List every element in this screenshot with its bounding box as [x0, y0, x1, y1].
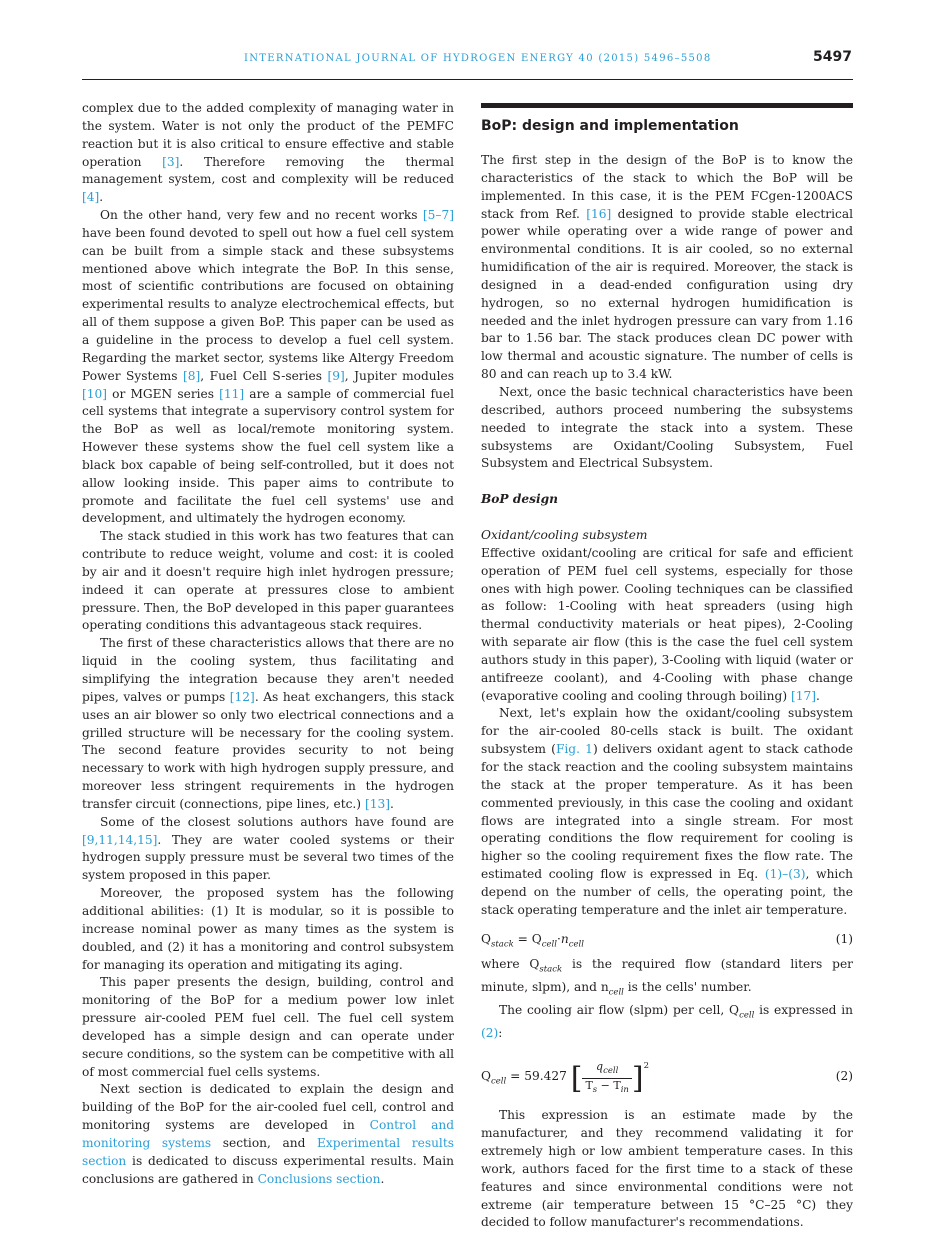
- journal-citation: INTERNATIONAL JOURNAL OF HYDROGEN ENERGY 40 (2015) 5496–5508: [244, 53, 712, 64]
- equation-number: (2): [835, 1069, 853, 1084]
- citation-link[interactable]: [10]: [82, 386, 108, 401]
- paragraph: The stack studied in this work has two features that can contribute to reduce weight, volume and cost: it is cooled by air and it doesn't require high inlet hydrogen pressure; indeed it can operate at pressures close to ambient pressure. Then, the BoP developed in this paper guarantees operating conditions this advantageous stack requires.: [82, 529, 454, 633]
- page-number: 5497: [813, 49, 852, 65]
- figure-link[interactable]: Fig. 1: [555, 742, 593, 757]
- citation-link[interactable]: [9,11,14,15]: [82, 832, 158, 847]
- citation-link[interactable]: [5–7]: [422, 208, 454, 223]
- fraction: $\frac{q_{cell}}{T_s - T_{in}}$: [582, 1060, 631, 1097]
- paragraph: The cooling air flow (slpm) per cell, $Q_{cell}$ is expressed in (2):: [481, 1003, 853, 1041]
- paragraph: Next section is dedicated to explain the design and building of the BoP for the air-cooled fuel cell, control and monitoring systems are developed in Control and monitoring systems section, and Experimental results section is dedicated to discuss experimental results. Main conclusions are gathered in Conclusions section.: [82, 1082, 454, 1186]
- citation-link[interactable]: [12]: [229, 689, 255, 704]
- paragraph: Next, once the basic technical characteristics have been described, authors proceed numbering the subsystems needed to integrate the stack into a system. These subsystems are Oxidant/Cooling Subsystem, Fuel Subsystem and Electrical Subsystem.: [481, 384, 853, 471]
- paragraph: This paper presents the design, building, control and monitoring of the BoP for a medium power low inlet pressure air-cooled PEM fuel cell. The fuel cell system developed has a simple design and can operate under secure conditions, so the system can be competitive with all of most commercial fuel cells systems.: [82, 975, 454, 1079]
- paragraph: The first step in the design of the BoP is to know the characteristics of the stack to which the BoP will be implemented. In this case, it is the PEM FCgen-1200ACS stack from Ref. [16] designed to provide stable electrical power while operating over a wide range of power and environmental conditions. It is air cooled, so no external humidification of the air is required. Moreover, the stack is designed in a dead-ended configuration using dry hydrogen, so no external hydrogen humidification is needed and the inlet hydrogen pressure can vary from 1.16 bar to 1.56 bar. The stack produces clean DC power with low thermal and acoustic signature. The number of cells is 80 and can reach up to 3.4 kW.: [481, 153, 853, 382]
- paragraph: On the other hand, very few and no recent works [5–7] have been found devoted to spell out how a fuel cell system can be built from a simple stack and these subsystems mentioned above which integrate the BoP. In this sense, most of scientific contributions are focused on obtaining experimental results to analyze electrochemical effects, but all of them suppose a given BoP. This paper can be used as a guideline in the process to develop a fuel cell system. Regarding the market sector, systems like Altergy Freedom Power Systems [8], Fuel Cell S-series [9], Jupiter modules [10] or MGEN series [11] are a sample of commercial fuel cell systems that integrate a supervisory control system for the BoP as well as local/remote monitoring system. However these systems show the fuel cell system like a black box capable of being self-controlled, but it does not allow looking inside. This paper aims to contribute to promote and facilitate the fuel cell systems' use and development, and ultimately the hydrogen economy.: [82, 208, 455, 526]
- equation-2: $Q_{cell} = 59.427$ [ $\frac{q_{cell}}{T_s - T_{in}}$ ]$^2$ (2): [481, 1060, 853, 1096]
- citation-link[interactable]: [9]: [327, 368, 345, 383]
- paragraph: The first of these characteristics allows that there are no liquid in the cooling system, thus facilitating and simplifying the integration because they aren't needed pipes, valves or pumps [12]. As heat exchangers, this stack uses an air blower so only two electrical connections and a grilled structure will be necessary for the cooling system. The second feature provides security to not being necessary to work with high hydrogen supply pressure, and moreover less stringent requirements in the hydrogen transfer circuit (connections, pipe lines, etc.) [13].: [82, 636, 454, 811]
- equation-number: (1): [835, 931, 853, 946]
- paragraph: This expression is an estimate made by the manufacturer, and they recommend validating it for extremely high or low ambient temperature cases. In this work, authors faced for the first time to a stack of these features and since environmental conditions were not extreme (air temperature between 15 °C–25 °C) they decided to follow manufacturer's recommendations.: [481, 1108, 853, 1230]
- equation-1: $Q_{stack} = Q_{cell}\cdot n_{cell}$ (1): [481, 928, 853, 950]
- citation-link[interactable]: [13]: [364, 796, 390, 811]
- equation-link[interactable]: (1)–(3): [764, 867, 806, 882]
- equation-link[interactable]: (2): [481, 1026, 499, 1041]
- paragraph: where $Q_{stack}$ is the required flow (standard liters per minute, slpm), and $n_{cell}$ is the cells' number.: [481, 956, 853, 998]
- right-column: [481, 100, 853, 1232]
- paragraph: Next, let's explain how the oxidant/cooling subsystem for the air-cooled 80-cells stack is built. The oxidant subsystem (Fig. 1) delivers oxidant agent to stack cathode for the stack reaction and the cooling subsystem maintains the stack at the proper temperature. As it has been commented previously, in this case the cooling and oxidant flows are integrated into a single stream. For most operating conditions the flow requirement for cooling is higher so the cooling requirement fixes the flow rate. The estimated cooling flow is expressed in Eq. (1)–(3), which depend on the number of cells, the operating point, the stack operating temperature and the inlet air temperature.: [481, 706, 853, 917]
- subsection-title: BoP design: [481, 492, 558, 507]
- paragraph: complex due to the added complexity of managing water in the system. Water is not only the product of the PEMFC reaction but it is also critical to ensure effective and stable operation [3]. Therefore removing the thermal management system, cost and complexity will be reduced [4].: [82, 101, 454, 205]
- citation-link[interactable]: [4]: [82, 190, 100, 205]
- citation-link[interactable]: [17]: [790, 688, 816, 703]
- section-link[interactable]: Conclusions section: [257, 1171, 381, 1186]
- header-rule: [82, 79, 853, 80]
- paragraph: Moreover, the proposed system has the following additional abilities: (1) It is modular, so it is possible to increase nominal power as many times as the system is doubled, and (2) it has a monitoring and control subsystem for managing its operation and mitigating its aging.: [82, 886, 454, 972]
- section-link[interactable]: Experimental results section: [82, 1135, 454, 1168]
- citation-link[interactable]: [16]: [586, 206, 612, 221]
- paragraph: Some of the closest solutions authors have found are [9,11,14,15]. They are water cooled systems or their hydrogen supply pressure must be several two times of the system proposed in this paper.: [82, 814, 454, 883]
- section-rule: [481, 103, 853, 108]
- left-column: [82, 100, 454, 1188]
- citation-link[interactable]: [8]: [182, 368, 201, 383]
- subsubsection-title: Oxidant/cooling subsystem: [481, 528, 648, 543]
- section-title: BoP: design and implementation: [481, 118, 739, 134]
- running-head: [0, 51, 925, 71]
- citation-link[interactable]: [11]: [219, 386, 245, 401]
- section-link[interactable]: Control and monitoring systems: [82, 1118, 454, 1150]
- paragraph: Effective oxidant/cooling are critical for safe and efficient operation of PEM fuel cell systems, especially for those ones with high power. Cooling techniques can be classified as follow: 1-Cooling with heat spreaders (using high thermal conductivity materials or heat pipes), 2-Cooling with separate air flow (this is the case the fuel cell system authors study in this paper), 3-Cooling with liquid (water or antifreeze coolant), and 4-Cooling with phase change (evaporative cooling and cooling through boiling) [17].: [481, 545, 853, 703]
- citation-link[interactable]: [3]: [162, 154, 180, 169]
